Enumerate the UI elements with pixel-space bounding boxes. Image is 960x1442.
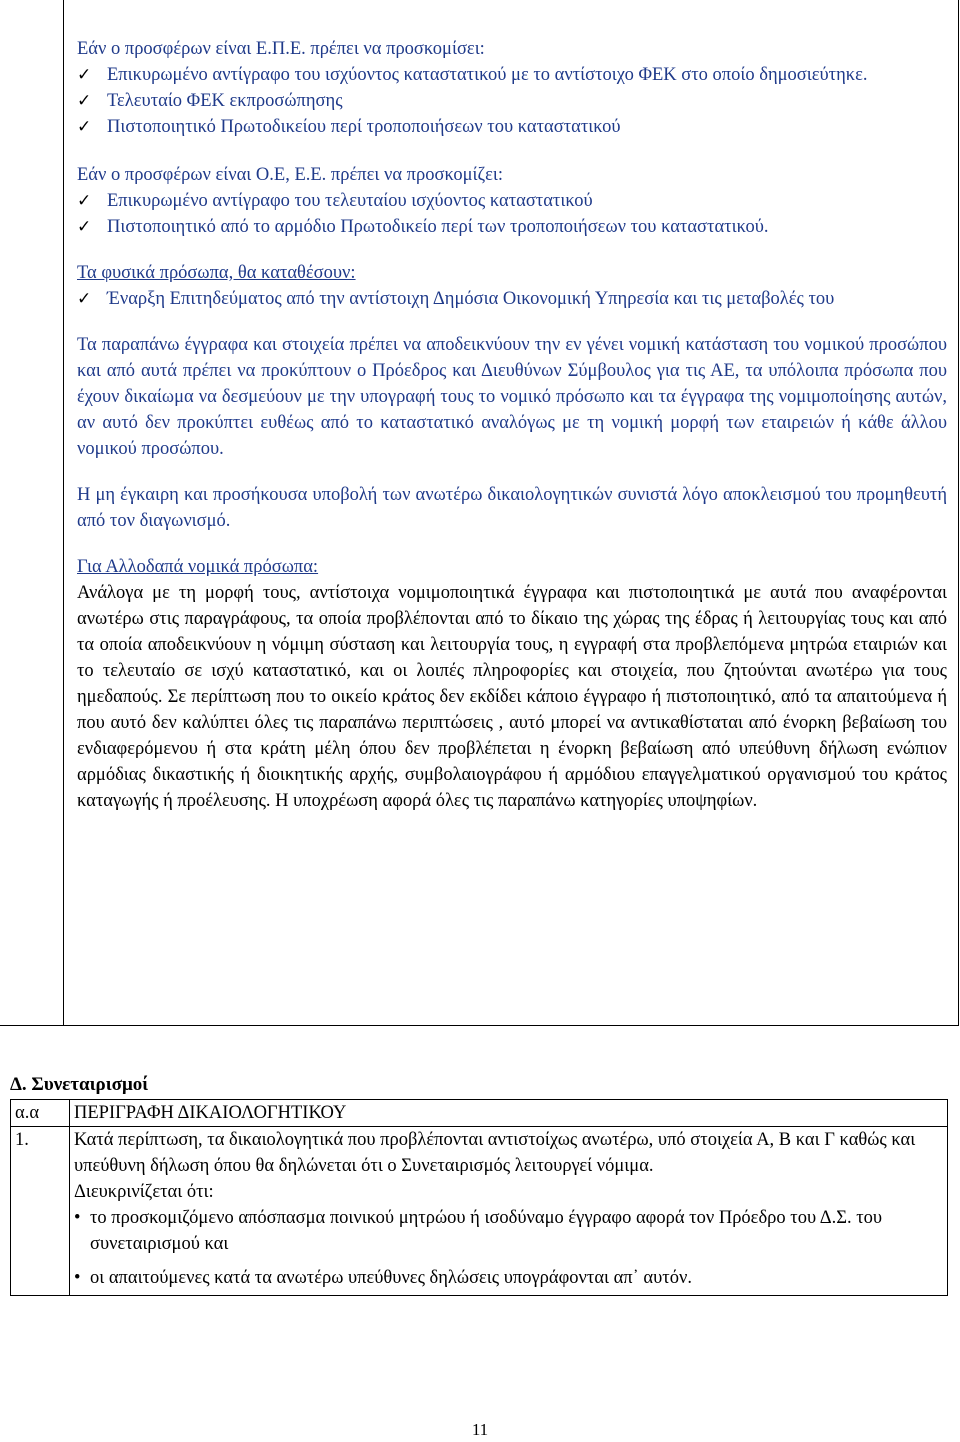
page-number: 11: [471, 1420, 489, 1439]
check-icon: ✓: [77, 91, 92, 111]
natural-persons-title: Τα φυσικά πρόσωπα, θα καταθέσουν:: [77, 263, 356, 283]
bullet-icon: •: [74, 1268, 81, 1288]
epe-item-2: ✓ Τελευταίο ΦΕΚ εκπροσώπησης: [77, 88, 947, 114]
check-icon: ✓: [77, 191, 92, 211]
aa-header: α.α: [11, 1100, 70, 1127]
oe-item-2: ✓ Πιστοποιητικό από το αρμόδιο Πρωτοδικείο περί των τροποποιήσεων του καταστατικού.: [77, 214, 947, 240]
epe-item-3: ✓ Πιστοποιητικό Πρωτοδικείου περί τροποποιήσεων του καταστατικού: [77, 114, 947, 140]
row-number: 1.: [11, 1127, 70, 1296]
table-header-row: [11, 1100, 948, 1127]
bullet-item-2: • οι απαιτούμενες κατά τα ανωτέρω υπεύθυνες δηλώσεις υπογράφονται απ᾽ αυτόν.: [74, 1265, 943, 1291]
foreign-entities-text: Ανάλογα με τη μορφή τους, αντίστοιχα νομιμοποιητικά έγγραφα και πιστοποιητικά με αυτά που αναφέρονται ανωτέρω στις παραγράφους, τα οποία προβλέπονται από το δίκαιο της χώρας της έδρας ή λειτουργίας τους και από τα οποία αποδεικνύουν η νόμιμη σύσταση και λειτουργία τους, η εγγραφή στα προβλεπόμενα μητρώα εταιριών και το τελευταίο σε ισχύ καταστατικό, και οι λοιπές πληροφορίες και στοιχεία, που ζητούνται ανωτέρω για τους ημεδαπούς. Σε περίπτωση που το οικείο κράτος δεν εκδίδει κάποιο έγγραφο ή πιστοποιητικό, από τα απαιτούμενα ή που αυτό δεν καλύπτει όλες τις παραπάνω περιπτώσεις , αυτό μπορεί να αντικαθίσταται από ένορκη βεβαίωση του ενδιαφερόμενου ή στα κράτη μέλη όπου δεν προβλέπεται η ένορκη βεβαίωση από υπεύθυνη δήλωση ενώπιον αρμόδιας δικαστικής ή διοικητικής αρχής, συμβολαιογράφου ή αρμόδιου επαγγελματικού οργανισμού του κράτος καταγωγής ή προέλευσης. Η υποχρέωση αφορά όλες τις παραπάνω κατηγορίες υποψηφίων.: [77, 583, 947, 811]
foreign-entities-title: Για Αλλοδαπά νομικά πρόσωπα:: [77, 557, 319, 577]
requirements-content: [77, 36, 947, 814]
cooperatives-heading: Δ. Συνεταιρισμοί: [10, 1074, 149, 1095]
check-icon: ✓: [77, 289, 92, 309]
cooperatives-table: [10, 1099, 948, 1296]
exclusion-paragraph: Η μη έγκαιρη και προσήκουσα υποβολή των ανωτέρω δικαιολογητικών συνιστά λόγο αποκλεισμού του προμηθευτή από τον διαγωνισμό.: [77, 485, 947, 531]
bullet-item-1: • το προσκομιζόμενο απόσπασμα ποινικού μητρώου ή ισοδύναμο έγγραφο αφορά τον Πρόεδρο του Δ.Σ. του συνεταιρισμού και: [74, 1205, 943, 1257]
epe-section-title: Εάν ο προσφέρων είναι Ε.Π.Ε. πρέπει να προσκομίσει:: [77, 39, 485, 59]
row-text: Κατά περίπτωση, τα δικαιολογητικά που προβλέπονται αντιστοίχως ανωτέρω, υπό στοιχεία Α, Β και Γ καθώς και υπεύθυνη δήλωση όπου θα δηλώνεται ότι ο Συνεταιρισμός λειτουργεί νόμιμα.: [74, 1130, 916, 1176]
check-icon: ✓: [77, 117, 92, 137]
check-icon: ✓: [77, 65, 92, 85]
natural-item-1: ✓ Έναρξη Επιτηδεύματος από την αντίστοιχη Δημόσια Οικονομική Υπηρεσία και τις μεταβολές του: [77, 286, 947, 312]
bullet-icon: •: [74, 1208, 81, 1228]
clarification-label: Διευκρινίζεται ότι:: [74, 1182, 214, 1202]
oe-item-1: ✓ Επικυρωμένο αντίγραφο του τελευταίου ισχύοντος καταστατικού: [77, 188, 947, 214]
table-number-column: [0, 0, 64, 1025]
check-icon: ✓: [77, 217, 92, 237]
oe-section-title: Εάν ο προσφέρων είναι Ο.Ε, Ε.Ε. πρέπει να προσκομίζει:: [77, 165, 504, 185]
description-header: ΠΕΡΙΓΡΑΦΗ ΔΙΚΑΙΟΛΟΓΗΤΙΚΟΥ: [70, 1100, 948, 1127]
row-description: [70, 1127, 948, 1296]
legal-status-paragraph: Τα παραπάνω έγγραφα και στοιχεία πρέπει να αποδεικνύουν την εν γένει νομική κατάσταση του νομικού προσώπου και από αυτά πρέπει να προκύπτουν ο Πρόεδρος και Διευθύνων Σύμβουλος για τις ΑΕ, τα υπόλοιπα πρόσωπα που έχουν δικαίωμα να δεσμεύουν με την υπογραφή τους το νομικό πρόσωπο και τα έγγραφα της νομιμοποίησης αυτών, αν αυτό δεν προκύπτει ευθέως από το καταστατικό αναλόγως με τη νομική μορφή των εταιρειών ή κάθε άλλου νομικού προσώπου.: [77, 335, 947, 459]
table-row: [11, 1127, 948, 1296]
epe-item-1: ✓ Επικυρωμένο αντίγραφο του ισχύοντος καταστατικού με το αντίστοιχο ΦΕΚ στο οποίο δημοσιεύτηκε.: [77, 62, 947, 88]
